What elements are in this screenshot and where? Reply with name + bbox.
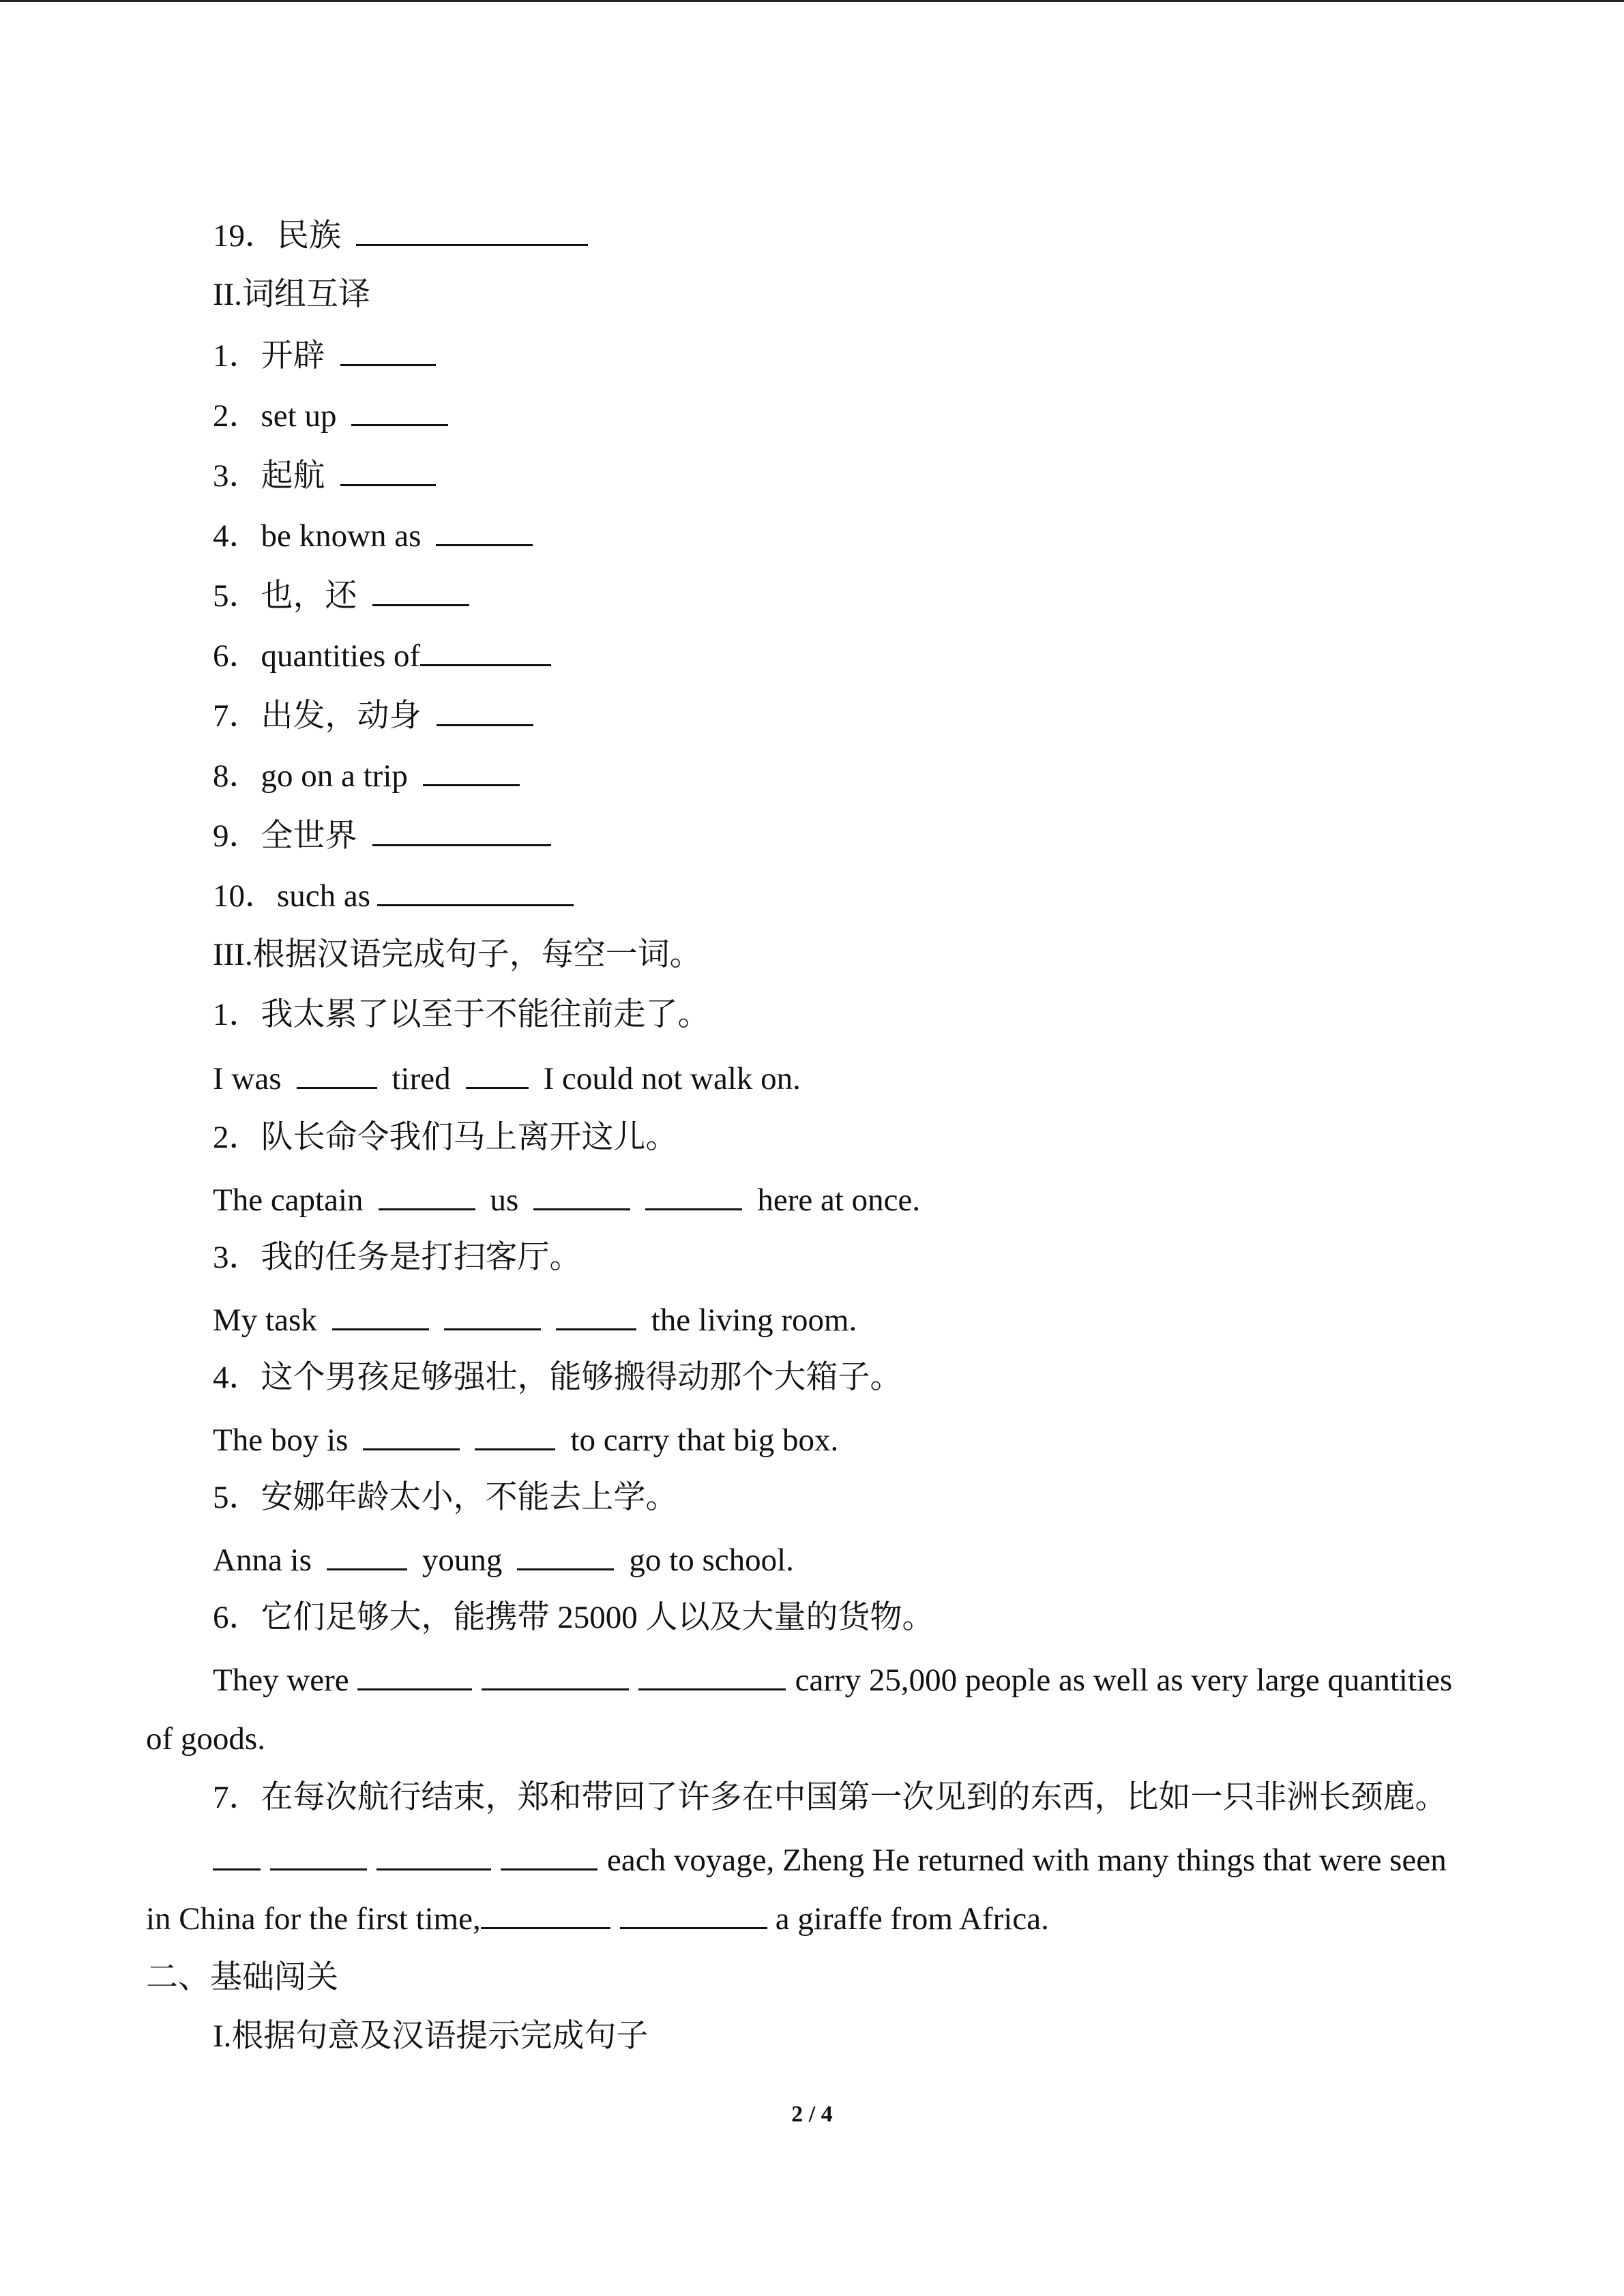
question-4-english: The boy is to carry that big box.: [213, 1420, 838, 1459]
answer-blank[interactable]: [645, 1180, 742, 1210]
answer-blank[interactable]: [379, 1180, 475, 1210]
section-title-phrase-translation: II.词组互译: [213, 277, 371, 312]
answer-blank[interactable]: [620, 1898, 767, 1929]
answer-blank[interactable]: [332, 1300, 429, 1330]
question-6-chinese: 6．它们足够大，能携带 25000 人以及大量的货物。: [213, 1600, 934, 1635]
answer-blank[interactable]: [517, 1540, 614, 1570]
section-title-complete-by-hint: I.根据句意及汉语提示完成句子: [213, 2018, 649, 2054]
question-6-english-cont: of goods.: [146, 1721, 265, 1757]
answer-blank[interactable]: [372, 816, 551, 846]
answer-blank[interactable]: [501, 1840, 597, 1870]
question-4-chinese: 4．这个男孩足够强壮，能够搬得动那个大箱子。: [213, 1360, 902, 1395]
answer-blank[interactable]: [423, 756, 520, 786]
phrase-item-9: 9．全世界: [213, 816, 551, 855]
answer-blank[interactable]: [482, 1660, 629, 1690]
page-top-border: [0, 0, 1624, 2]
phrase-item-4: 4．be known as: [213, 516, 533, 555]
question-3-chinese: 3．我的任务是打扫客厅。: [213, 1240, 582, 1275]
phrase-item-10: 10．such as: [213, 876, 574, 915]
question-5-chinese: 5．安娜年龄太小，不能去上学。: [213, 1480, 678, 1515]
question-7-english-cont: in China for the first time, a giraffe from Africa.: [146, 1898, 1049, 1938]
phrase-item-1: 1．开辟: [213, 336, 436, 375]
answer-blank[interactable]: [377, 1840, 491, 1870]
question-2-chinese: 2．队长命令我们马上离开这儿。: [213, 1120, 678, 1155]
question-7-chinese: 7．在每次航行结束，郑和带回了许多在中国第一次见到的东西，比如一只非洲长颈鹿。: [213, 1780, 1447, 1815]
answer-blank[interactable]: [437, 696, 533, 726]
answer-blank[interactable]: [466, 1058, 529, 1089]
answer-blank[interactable]: [556, 1300, 636, 1330]
question-5-english: Anna is young go to school.: [213, 1540, 794, 1579]
answer-blank[interactable]: [270, 1840, 367, 1870]
question-1-english: I was tired I could not walk on.: [213, 1058, 801, 1098]
answer-blank[interactable]: [340, 456, 436, 486]
answer-blank[interactable]: [533, 1180, 630, 1210]
answer-blank[interactable]: [444, 1300, 541, 1330]
answer-blank[interactable]: [357, 1660, 472, 1690]
answer-blank[interactable]: [340, 336, 436, 366]
answer-blank[interactable]: [638, 1660, 786, 1690]
part-title-basic: 二、基础闯关: [146, 1960, 338, 1995]
question-3-english: My task the living room.: [213, 1300, 857, 1339]
item-text: 民族: [277, 218, 341, 254]
answer-blank[interactable]: [213, 1840, 261, 1870]
item-number: 19．: [213, 218, 277, 254]
phrase-item-3: 3．起航: [213, 456, 436, 495]
answer-blank[interactable]: [356, 215, 588, 246]
phrase-item-6: 6．quantities of: [213, 636, 551, 675]
answer-blank[interactable]: [351, 396, 448, 426]
question-6-english: They were carry 25,000 people as well as very large quantities: [213, 1660, 1452, 1699]
answer-blank[interactable]: [327, 1540, 407, 1570]
section-title-complete-sentences: III.根据汉语完成句子，每空一词。: [213, 937, 702, 972]
phrase-item-7: 7．出发，动身: [213, 696, 533, 735]
answer-blank[interactable]: [481, 1898, 610, 1929]
answer-blank[interactable]: [363, 1420, 460, 1450]
answer-blank[interactable]: [475, 1420, 555, 1450]
question-1-chinese: 1．我太累了以至于不能往前走了。: [213, 997, 710, 1032]
question-7-english: each voyage, Zheng He returned with many things that were seen: [213, 1840, 1447, 1879]
answer-blank[interactable]: [372, 576, 469, 606]
answer-blank[interactable]: [377, 876, 574, 906]
phrase-item-5: 5．也，还: [213, 576, 469, 615]
answer-blank[interactable]: [436, 516, 533, 546]
phrase-item-8: 8．go on a trip: [213, 756, 520, 795]
question-2-english: The captain us here at once.: [213, 1180, 920, 1219]
answer-blank[interactable]: [297, 1058, 377, 1089]
page-number: 2 / 4: [791, 2102, 833, 2127]
phrase-item-2: 2．set up: [213, 396, 448, 435]
answer-blank[interactable]: [420, 636, 551, 666]
vocab-item-19: [213, 215, 588, 255]
